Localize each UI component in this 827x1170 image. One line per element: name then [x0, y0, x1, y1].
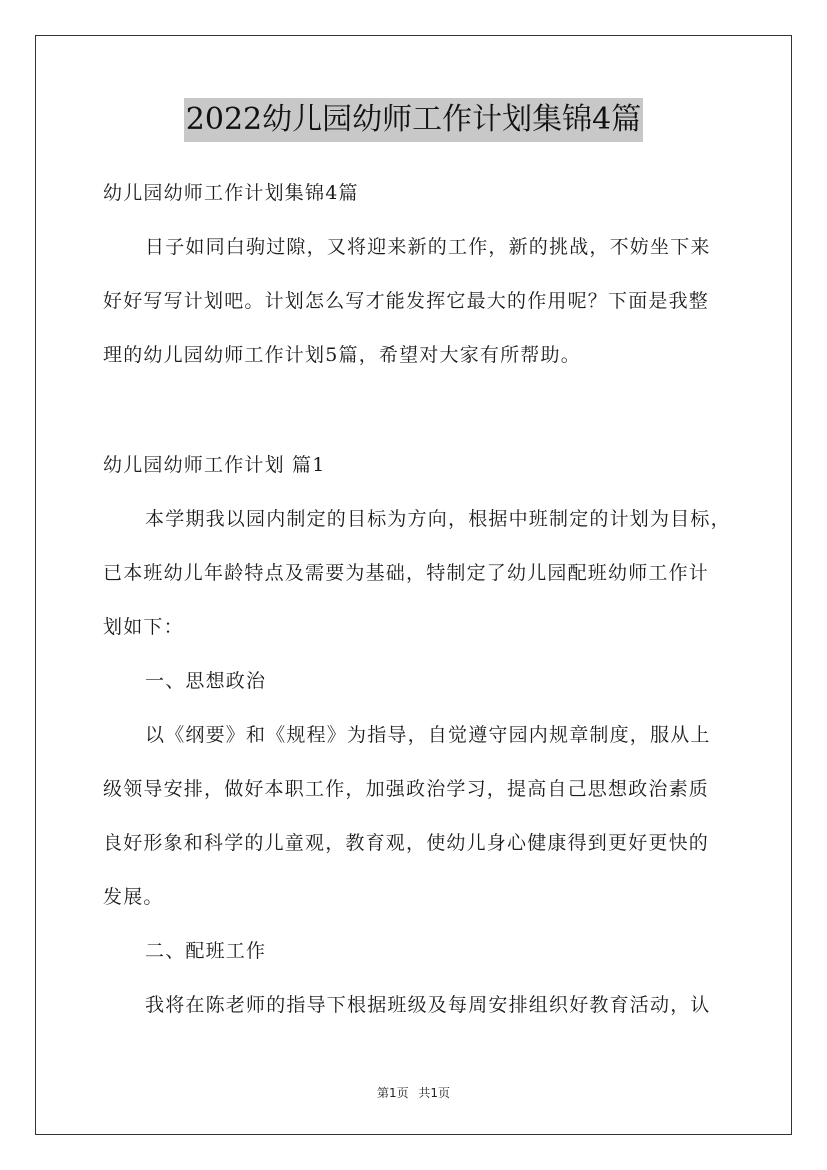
part1-line-4: 发展。	[103, 886, 164, 908]
document-subtitle: 幼儿园幼师工作计划集锦4篇	[103, 182, 359, 204]
part1-line-2: 级领导安排，做好本职工作，加强政治学习，提高自己思想政治素质	[103, 778, 710, 800]
section-intro-line-1: 本学期我以园内制定的目标为方向，根据中班制定的计划为目标，	[145, 508, 731, 530]
page-footer	[0, 1084, 827, 1101]
page-total: 共1页	[418, 1086, 451, 1100]
part1-heading: 一、思想政治	[145, 670, 267, 692]
intro-line-2: 好好写写计划吧。计划怎么写才能发挥它最大的作用呢？下面是我整	[103, 290, 710, 312]
part2-line-1: 我将在陈老师的指导下根据班级及每周安排组织好教育活动，认	[145, 994, 711, 1016]
document-title: 2022幼儿园幼师工作计划集锦4篇	[184, 98, 643, 142]
part1-line-3: 良好形象和科学的儿童观，教育观，使幼儿身心健康得到更好更快的	[103, 832, 710, 854]
intro-line-3: 理的幼儿园幼师工作计划5篇，希望对大家有所帮助。	[103, 344, 581, 366]
section-intro-line-2: 已本班幼儿年龄特点及需要为基础，特制定了幼儿园配班幼师工作计	[103, 562, 710, 584]
part1-line-1: 以《纲要》和《规程》为指导，自觉遵守园内规章制度，服从上	[145, 724, 711, 746]
intro-line-1: 日子如同白驹过隙，又将迎来新的工作，新的挑战，不妨坐下来	[145, 236, 711, 258]
section-intro-line-3: 划如下：	[103, 616, 184, 638]
page-number: 第1页	[376, 1086, 409, 1100]
section-heading: 幼儿园幼师工作计划 篇1	[103, 454, 326, 476]
title-container	[0, 98, 827, 142]
part2-heading: 二、配班工作	[145, 940, 267, 962]
